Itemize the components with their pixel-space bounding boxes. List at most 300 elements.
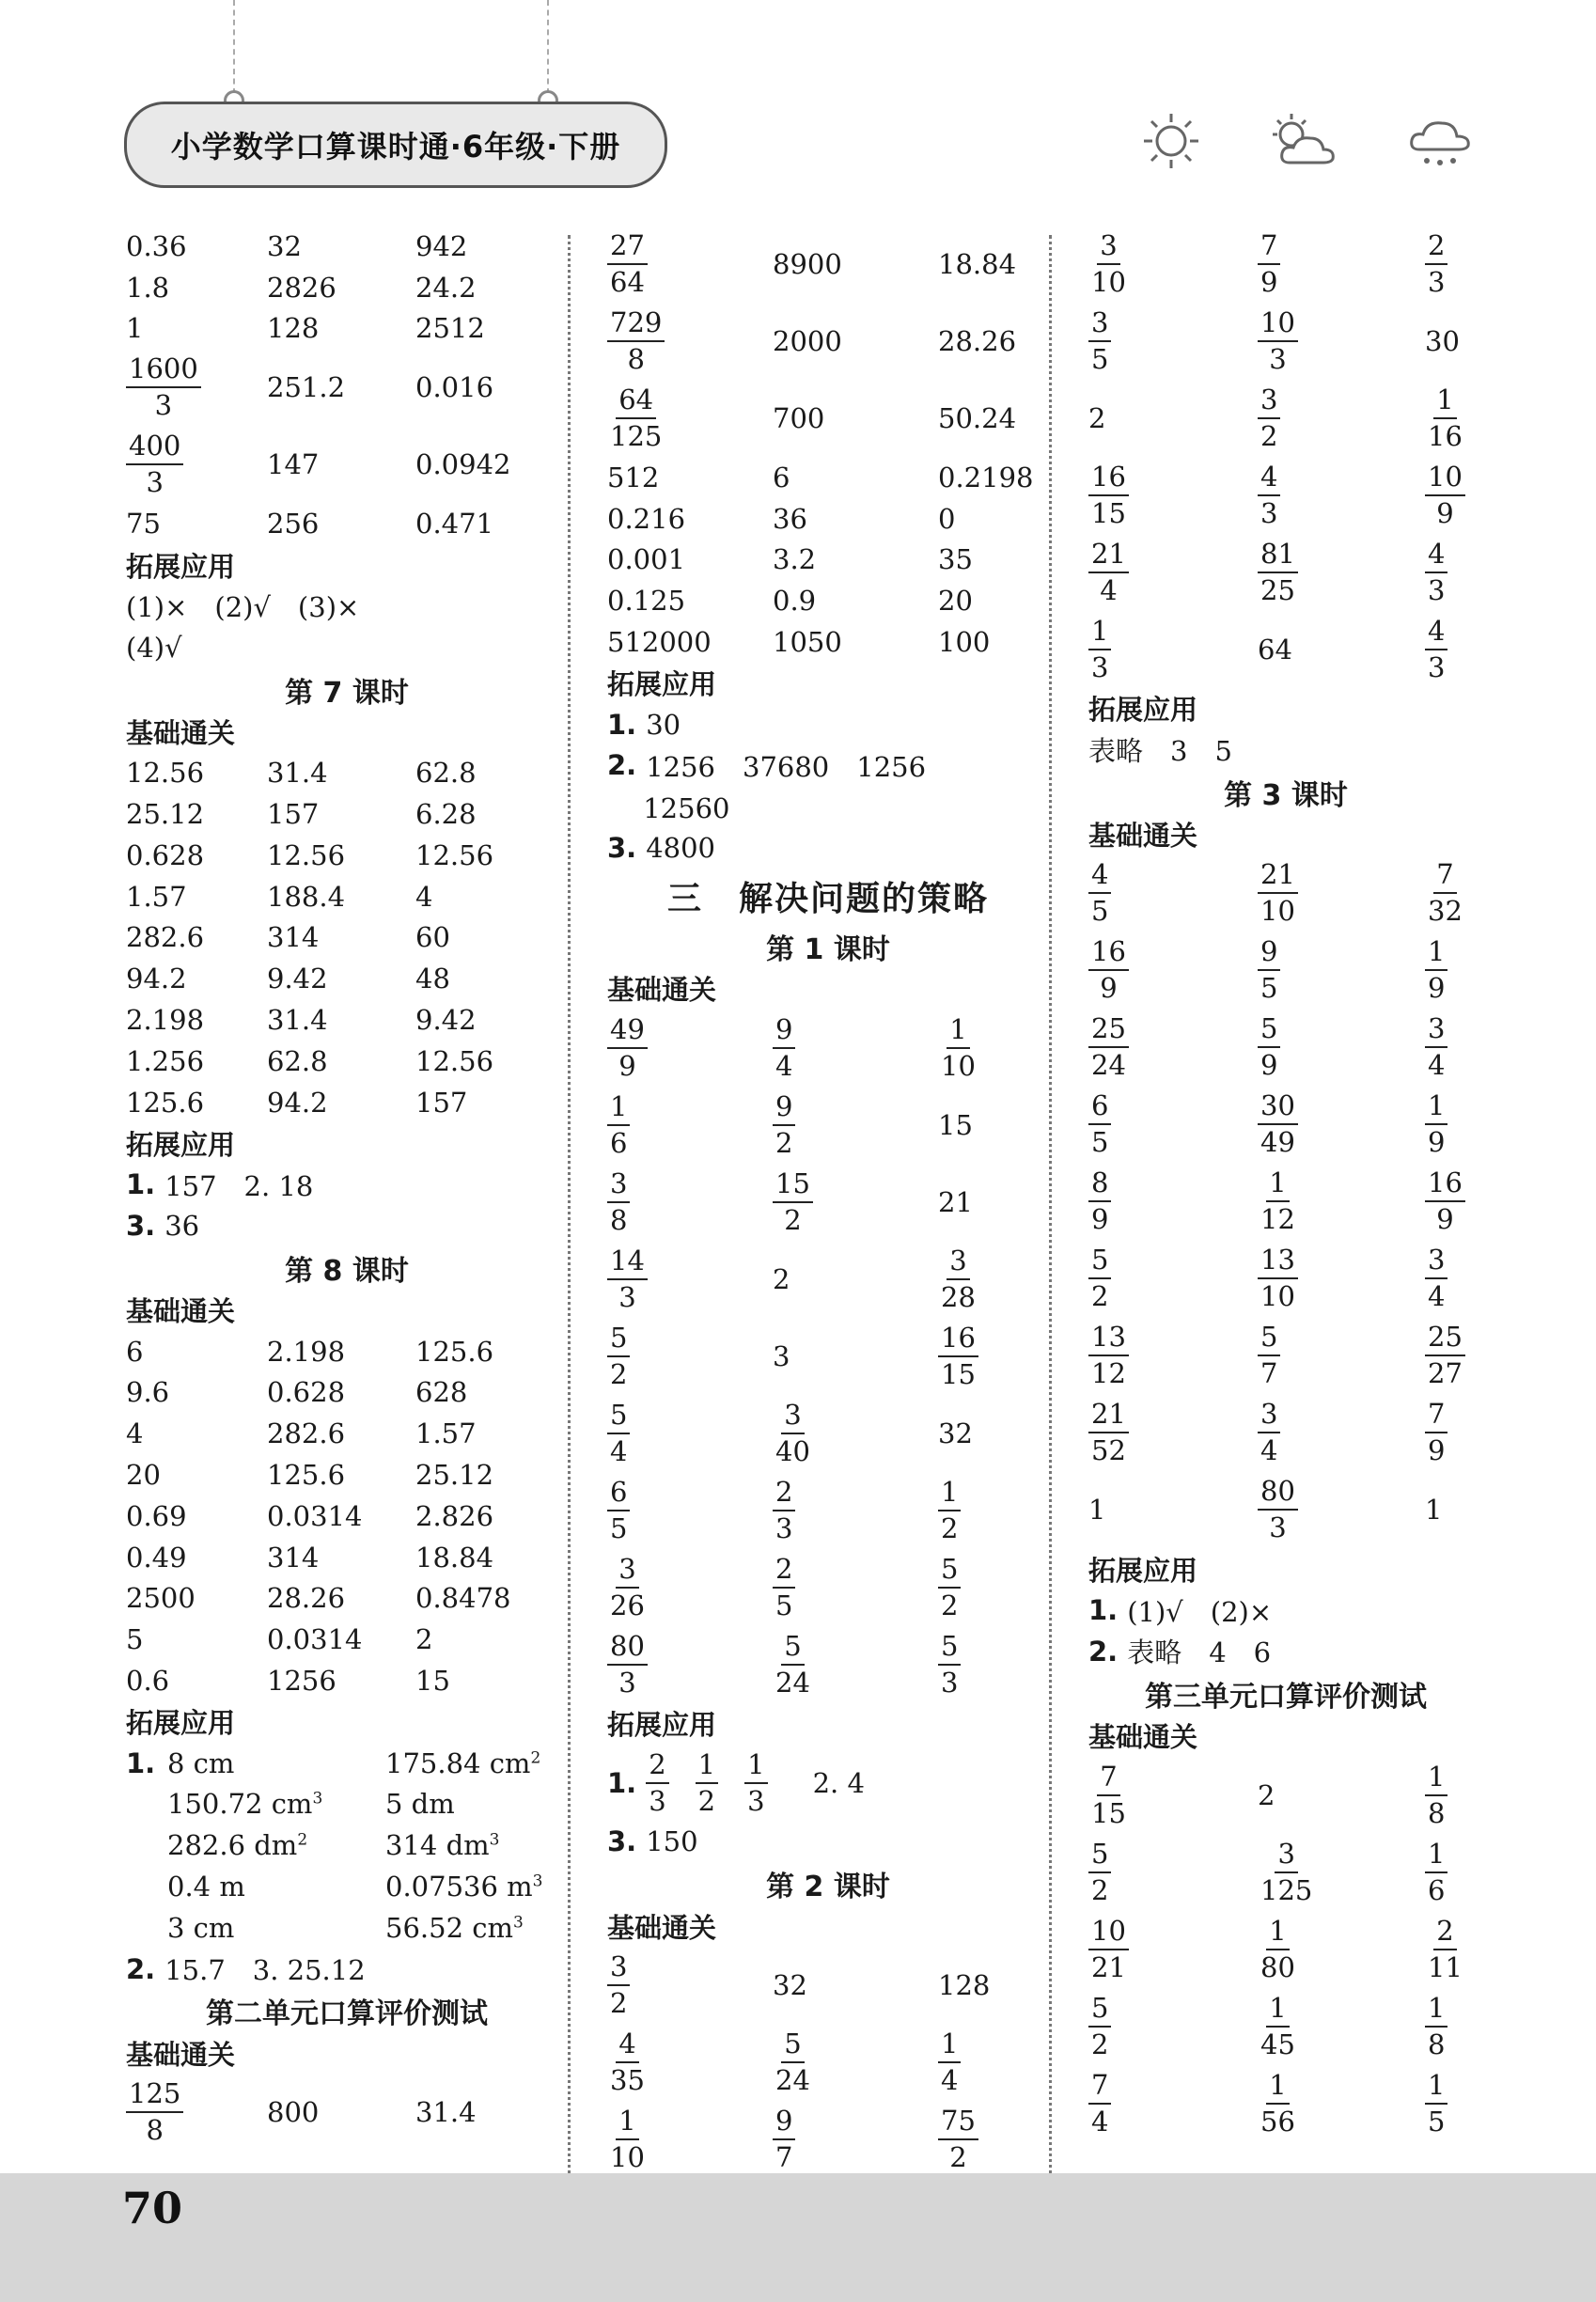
- fraction-numerator: 75: [938, 2107, 978, 2140]
- answer-cell: [1425, 1089, 1483, 1159]
- answer-row: [1088, 611, 1483, 688]
- item-text: 4800: [646, 832, 716, 865]
- pair-lead: [126, 1747, 167, 1779]
- fraction-denominator: 4: [1260, 1434, 1278, 1467]
- answer-value: 12.56: [126, 757, 205, 790]
- fraction: [1258, 1914, 1298, 1983]
- unit-answer-pair: [126, 1824, 568, 1866]
- fraction: [1258, 1398, 1280, 1467]
- fraction: [126, 352, 201, 422]
- unit-answer-pair: [126, 1866, 568, 1907]
- answer-cell: [1088, 1167, 1258, 1236]
- fraction-denominator: 9: [1436, 1203, 1454, 1236]
- fraction: [1088, 1167, 1111, 1236]
- answer-cell: [938, 402, 1049, 434]
- answer-cell: [773, 1167, 938, 1236]
- answer-cell: [267, 508, 415, 540]
- answer-cell: [938, 1109, 1049, 1141]
- fraction-denominator: 2: [775, 1126, 793, 1159]
- answer-cell: [1425, 935, 1483, 1005]
- answer-cell: [1258, 1244, 1425, 1313]
- fraction-numerator: 3: [1097, 232, 1119, 265]
- fraction-denominator: 24: [1091, 1049, 1126, 1082]
- fraction: [607, 1167, 630, 1236]
- answer-item: [126, 1164, 568, 1205]
- answer-cell: [267, 839, 415, 871]
- partly-cloudy-icon: [1265, 108, 1340, 174]
- fraction: [773, 2028, 813, 2097]
- answer-value: 0.471: [415, 508, 494, 540]
- answer-cell: [1425, 1991, 1483, 2060]
- answer-value: 18.84: [938, 248, 1017, 280]
- fraction-denominator: 4: [1091, 2105, 1109, 2138]
- fraction-numerator: 9: [773, 1093, 795, 1126]
- answer-item: [1088, 1589, 1483, 1631]
- fraction-numerator: 3: [1425, 1246, 1447, 1279]
- answer-cell: [1088, 858, 1258, 928]
- fraction-numerator: 81: [1258, 540, 1298, 573]
- fraction: [1258, 1837, 1315, 1906]
- fraction-numerator: 1: [1425, 938, 1447, 971]
- answer-cell: [126, 921, 267, 953]
- fraction: [607, 1552, 648, 1621]
- answer-value: 0.0314: [267, 1623, 363, 1656]
- answer-value: 62.8: [415, 757, 477, 790]
- fraction-numerator: 5: [938, 1633, 961, 1666]
- fraction-numerator: 1: [616, 2107, 638, 2140]
- fraction-denominator: 21: [1091, 1950, 1126, 1983]
- answer-cell: [1088, 1494, 1258, 1526]
- unit-exponent: 3: [489, 1830, 500, 1850]
- answer-row: [1088, 534, 1483, 611]
- fraction-denominator: 10: [610, 2141, 645, 2174]
- fraction-numerator: 400: [126, 432, 183, 465]
- pair-text: 8 cm: [167, 1746, 235, 1779]
- answer-value: 1050: [773, 626, 842, 659]
- fraction-numerator: 9: [773, 1016, 795, 1049]
- unit-exponent: 2: [530, 1747, 541, 1767]
- fraction-numerator: 16: [1425, 1169, 1465, 1202]
- unit-exponent: 2: [297, 1830, 308, 1850]
- answer-cell: [773, 1089, 938, 1159]
- fraction-denominator: 9: [1100, 972, 1118, 1005]
- fraction-denominator: 4: [775, 1049, 793, 1082]
- item-text: 30: [646, 708, 681, 741]
- answer-cell: [126, 1500, 267, 1532]
- fraction-denominator: 10: [941, 1049, 976, 1082]
- hanging-string-left: [233, 0, 235, 94]
- answer-cell: [267, 2096, 415, 2128]
- answer-value: 700: [773, 402, 825, 434]
- fraction-numerator: 4: [1088, 861, 1111, 894]
- section-heading: 拓展应用: [126, 550, 236, 583]
- unit-title: 三 解决问题的策略: [666, 880, 989, 919]
- answer-value: 0.0942: [415, 448, 511, 481]
- answer-value: 2512: [415, 312, 485, 345]
- answer-cell: [773, 1012, 938, 1082]
- fraction: [1258, 386, 1280, 450]
- answer-value: 1: [1088, 1494, 1106, 1527]
- answer-value: 50.24: [938, 402, 1017, 434]
- item-number: 1.: [1088, 1594, 1119, 1627]
- answer-row: [126, 226, 568, 267]
- fraction-numerator: 1: [607, 1093, 630, 1126]
- fraction: [607, 1629, 648, 1699]
- fraction-denominator: 3: [618, 1666, 636, 1699]
- fraction-numerator: 125: [126, 2080, 183, 2113]
- answer-item: [1088, 1631, 1483, 1672]
- fraction: [1258, 1012, 1280, 1082]
- answer-cell: [1088, 1837, 1258, 1906]
- answer-row: [126, 503, 568, 544]
- fraction-numerator: 1: [1266, 2072, 1289, 2105]
- answer-value: 942: [415, 229, 468, 262]
- answer-cell: [1425, 1837, 1483, 1906]
- fraction: [1258, 306, 1298, 375]
- answer-cell: [1425, 1914, 1483, 1983]
- fraction-denominator: 32: [1428, 895, 1463, 928]
- fraction-denominator: 2: [1091, 1280, 1109, 1313]
- answer-row: [126, 1537, 568, 1578]
- answer-row: [1088, 1757, 1483, 1834]
- answer-cell: [773, 585, 938, 617]
- pair-text: 175.84 cm: [385, 1746, 531, 1779]
- fraction-denominator: 5: [1260, 972, 1278, 1005]
- answer-cell: [607, 462, 773, 493]
- answer-row: [607, 540, 1049, 581]
- answer-value: 512: [607, 461, 660, 493]
- answer-cell: [1425, 1012, 1483, 1082]
- answer-cell: [126, 1542, 267, 1574]
- answer-cell: [415, 1665, 568, 1697]
- answer-cell: [126, 430, 267, 499]
- fraction-numerator: 5: [781, 1633, 804, 1666]
- answer-cell: [267, 1045, 415, 1077]
- fraction-numerator: 5: [1088, 1995, 1111, 2028]
- answer-cell: [607, 1475, 773, 1544]
- fraction: [1425, 935, 1447, 1005]
- answer-cell: [1088, 1321, 1258, 1390]
- fraction-denominator: 2: [1260, 420, 1278, 452]
- fraction: [607, 1475, 630, 1544]
- answer-value: 35: [938, 543, 973, 576]
- answer-row: [607, 1087, 1049, 1164]
- section-heading: 基础通关: [607, 974, 717, 1007]
- fraction: [773, 1398, 813, 1467]
- fraction-denominator: 80: [1260, 1950, 1295, 1983]
- fraction: [1425, 858, 1465, 928]
- answer-cell: [415, 1500, 568, 1532]
- answer-cell: [1258, 1475, 1425, 1544]
- answer-value: 2: [415, 1623, 433, 1656]
- fraction-numerator: 1: [938, 1479, 961, 1511]
- fraction-denominator: 3: [1428, 574, 1446, 606]
- answer-cell: [773, 248, 938, 280]
- answer-row: [126, 1496, 568, 1537]
- fraction: [1258, 540, 1298, 604]
- item-text: 表略 3 5: [1088, 735, 1232, 768]
- fraction-numerator: 5: [1258, 1323, 1280, 1356]
- fraction: [1258, 935, 1280, 1005]
- fraction: [773, 1629, 813, 1699]
- answer-cell: [267, 448, 415, 480]
- section-heading: 基础通关: [607, 1911, 717, 1944]
- section-heading: 基础通关: [126, 1295, 236, 1328]
- answer-cell: [773, 1263, 938, 1295]
- pair-text: 56.52 cm: [385, 1911, 513, 1944]
- fraction-denominator: 3: [1260, 497, 1278, 529]
- fraction-denominator: 7: [775, 2141, 793, 2174]
- answer-cell: [415, 1336, 568, 1368]
- fraction: [1425, 1089, 1447, 1159]
- fraction: [938, 2105, 978, 2174]
- fraction-numerator: 8: [1088, 1169, 1111, 1202]
- fraction-numerator: 7: [1097, 1763, 1119, 1796]
- answer-value: 62.8: [267, 1044, 328, 1077]
- answer-row: [1088, 2065, 1483, 2142]
- answer-value: 125.6: [267, 1459, 346, 1492]
- fraction-denominator: 3: [1269, 343, 1287, 375]
- item-text: 1256 37680 1256: [646, 750, 927, 783]
- answer-cell: [607, 585, 773, 617]
- answer-value: 94.2: [267, 1086, 328, 1119]
- fraction: [1088, 1760, 1129, 1829]
- answer-value: 128: [267, 312, 320, 345]
- answer-value: 628: [415, 1376, 468, 1409]
- item-text: 12560: [607, 791, 730, 824]
- fraction-numerator: 2: [1433, 1918, 1456, 1950]
- fraction: [1088, 1837, 1111, 1906]
- answer-cell: [938, 2028, 1049, 2097]
- fraction-numerator: 7: [1258, 232, 1280, 265]
- answer-row: [126, 876, 568, 917]
- item-text: 36: [164, 1210, 200, 1243]
- section-heading: 拓展应用: [126, 1707, 236, 1740]
- fraction-numerator: 1: [1425, 1763, 1447, 1796]
- answer-cell: [1088, 463, 1258, 527]
- sun-icon: [1134, 108, 1209, 174]
- answer-cell: [267, 312, 415, 344]
- fraction: [607, 1321, 630, 1390]
- answer-cell: [126, 1004, 267, 1036]
- answer-cell: [267, 1004, 415, 1036]
- answer-row: [126, 1413, 568, 1454]
- answer-cell: [267, 1582, 415, 1614]
- fraction-denominator: 5: [610, 1511, 628, 1544]
- answer-item: [126, 1949, 568, 1990]
- fraction-denominator: 8: [610, 1203, 628, 1236]
- fraction: [773, 1089, 795, 1159]
- fraction: [607, 386, 665, 450]
- answer-value: 6: [126, 1335, 144, 1368]
- answer-cell: [1258, 306, 1425, 375]
- lesson-title: 第三单元口算评价测试: [1145, 1680, 1427, 1714]
- fraction: [646, 1747, 668, 1817]
- answer-row: [126, 1372, 568, 1414]
- answer-value: 1.57: [126, 880, 187, 913]
- answer-cell: [773, 2105, 938, 2174]
- fraction-denominator: 5: [1428, 2105, 1446, 2138]
- answer-cell: [415, 1459, 568, 1491]
- fraction: [1425, 386, 1465, 450]
- answer-cell: [938, 1244, 1049, 1313]
- fraction-numerator: 5: [607, 1324, 630, 1357]
- fraction-denominator: 8: [627, 343, 645, 375]
- fraction-denominator: 26: [610, 1589, 645, 1621]
- fraction: [607, 1398, 630, 1467]
- answer-cell: [126, 312, 267, 344]
- pair-value-a: [167, 1912, 385, 1944]
- fraction-denominator: 4: [1100, 574, 1118, 606]
- answer-cell: [773, 1475, 938, 1544]
- answer-item: [126, 586, 568, 627]
- answer-value: 0.628: [126, 838, 205, 871]
- fraction-numerator: 3: [781, 1402, 804, 1434]
- answer-value: 188.4: [267, 880, 346, 913]
- answer-value: 0.9: [773, 585, 817, 618]
- answer-row: [1088, 1911, 1483, 1988]
- answer-value: 60: [415, 921, 450, 954]
- answer-value: 6: [773, 461, 790, 493]
- fraction: [1088, 1991, 1111, 2060]
- answer-row: [1088, 1163, 1483, 1240]
- item-number: 2.: [126, 1952, 156, 1985]
- fraction-numerator: 49: [607, 1016, 648, 1049]
- answer-item: [607, 786, 1049, 827]
- section-heading: 拓展应用: [607, 1709, 717, 1742]
- answer-cell: [415, 798, 568, 830]
- answer-cell: [1425, 2068, 1483, 2138]
- answer-value: 314: [267, 1541, 320, 1574]
- answer-cell: [1258, 1991, 1425, 2060]
- answer-cell: [607, 1552, 773, 1621]
- answer-cell: [938, 626, 1049, 658]
- lesson-title: 第 8 课时: [285, 1254, 409, 1288]
- fraction-denominator: 2: [784, 1203, 802, 1236]
- answer-value: 75: [126, 508, 161, 540]
- page-header: [0, 0, 1596, 207]
- book-title-banner: 小学数学口算课时通·6年级·下册: [124, 102, 667, 188]
- answer-cell: [773, 325, 938, 357]
- answer-row: [607, 498, 1049, 540]
- answer-row: [126, 793, 568, 835]
- fraction-denominator: 3: [941, 1666, 959, 1699]
- answer-value: 800: [267, 2096, 320, 2129]
- answer-row: [607, 621, 1049, 663]
- answer-value: 30: [1425, 325, 1460, 357]
- fraction: [1425, 1012, 1447, 1082]
- answer-value: 2: [1258, 1778, 1275, 1811]
- answer-cell: [126, 1665, 267, 1697]
- fraction-numerator: 729: [607, 309, 665, 342]
- answer-cell: [267, 881, 415, 913]
- fraction-numerator: 4: [616, 2030, 638, 2063]
- fraction-numerator: 21: [1088, 540, 1129, 573]
- answer-cell: [267, 1459, 415, 1491]
- fraction-numerator: 27: [607, 232, 648, 265]
- answer-value: 256: [267, 508, 320, 540]
- fraction: [1258, 1244, 1298, 1313]
- answer-value: 1: [126, 312, 144, 345]
- answer-value: 282.6: [126, 921, 205, 954]
- answer-cell: [1425, 386, 1483, 450]
- answer-row: [607, 1549, 1049, 1626]
- answer-cell: [415, 371, 568, 403]
- fraction: [1088, 463, 1129, 527]
- fraction: [1258, 858, 1298, 928]
- fraction: [1425, 229, 1447, 298]
- lesson-title: 第 3 课时: [1224, 778, 1348, 812]
- answer-row: [126, 308, 568, 350]
- answer-cell: [1425, 229, 1483, 298]
- answer-item: [126, 1205, 568, 1246]
- fraction-numerator: 7: [1425, 1401, 1447, 1433]
- answer-cell: [126, 757, 267, 789]
- item-text: (1)× (2)√ (3)×: [126, 591, 360, 624]
- fraction-numerator: 10: [1425, 463, 1465, 496]
- answer-cell: [1088, 1012, 1258, 1082]
- answer-value: 0.001: [607, 543, 686, 576]
- item-text: 15.7 3. 25.12: [164, 1954, 366, 1987]
- item-text: 2. 4: [812, 1766, 865, 1799]
- answer-cell: [1258, 634, 1425, 666]
- answer-cell: [607, 1950, 773, 2020]
- fraction-numerator: 1: [1425, 1840, 1447, 1873]
- fraction: [1258, 1089, 1298, 1159]
- fraction-numerator: 5: [1088, 1840, 1111, 1873]
- answer-value: 0.49: [126, 1541, 187, 1574]
- unit-exponent: 3: [532, 1871, 543, 1891]
- answer-cell: [938, 1629, 1049, 1699]
- fraction: [1258, 1991, 1298, 2060]
- answer-row: [126, 999, 568, 1041]
- item-number: 3.: [126, 1210, 156, 1243]
- pair-text: 5 dm: [385, 1788, 455, 1821]
- answer-value: 0.0314: [267, 1499, 363, 1532]
- answer-row: [126, 835, 568, 876]
- answer-cell: [1258, 463, 1425, 527]
- fraction-denominator: 4: [1428, 1280, 1446, 1313]
- answer-cell: [415, 1045, 568, 1077]
- pair-text: 150.72 cm: [167, 1788, 313, 1821]
- answer-cell: [773, 1552, 938, 1621]
- answer-cell: [773, 462, 938, 493]
- fraction-numerator: 4: [1425, 618, 1447, 650]
- answer-cell: [267, 921, 415, 953]
- section-heading: 拓展应用: [126, 1128, 236, 1161]
- fraction-denominator: 5: [1091, 895, 1109, 928]
- answer-content: [0, 226, 1596, 2174]
- fraction-numerator: 3: [1425, 1015, 1447, 1048]
- answer-value: 0.2198: [938, 461, 1034, 493]
- answer-value: 31.4: [267, 1004, 328, 1037]
- fraction-denominator: 6: [1428, 1873, 1446, 1906]
- fraction-numerator: 1: [1425, 1995, 1447, 2028]
- fraction-denominator: 3: [154, 389, 173, 422]
- answer-row: [1088, 1240, 1483, 1317]
- fraction: [1425, 463, 1465, 527]
- fraction-denominator: 9: [1428, 972, 1446, 1005]
- answer-cell: [1425, 540, 1483, 604]
- fraction-numerator: 5: [781, 2030, 804, 2063]
- answer-cell: [607, 306, 773, 375]
- answer-cell: [1258, 229, 1425, 298]
- answer-value: 9.42: [267, 963, 328, 995]
- answer-value: 3: [773, 1339, 790, 1372]
- answer-row: [126, 752, 568, 793]
- fraction-denominator: 9: [618, 1049, 636, 1082]
- answer-cell: [1088, 1991, 1258, 2060]
